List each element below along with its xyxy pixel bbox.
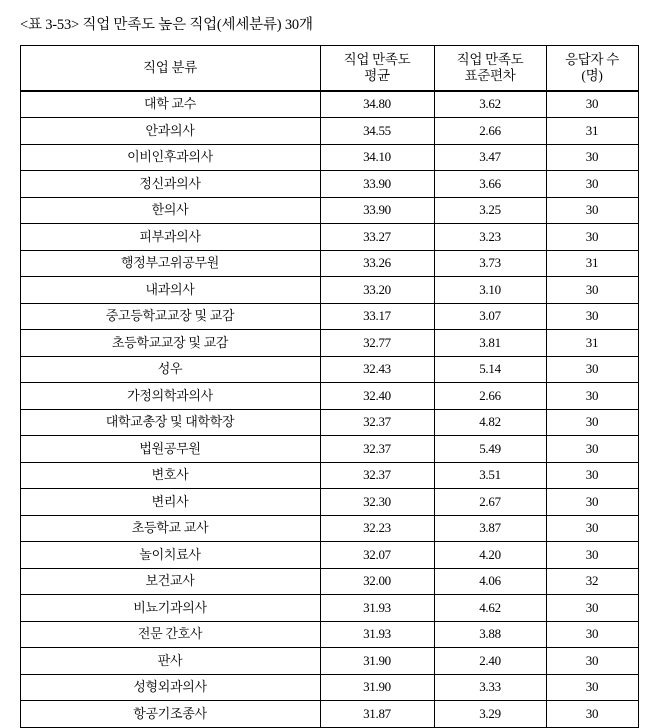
cell-n: 30 <box>546 701 638 728</box>
table-row <box>20 383 638 410</box>
table-body <box>20 91 638 728</box>
column-header-respondents <box>546 45 638 91</box>
cell-sd: 3.87 <box>434 515 546 542</box>
table-row <box>20 568 638 595</box>
cell-sd: 3.73 <box>434 250 546 277</box>
cell-job: 보건교사 <box>20 568 320 595</box>
cell-sd: 3.51 <box>434 462 546 489</box>
cell-sd: 3.10 <box>434 277 546 304</box>
column-header-job-category <box>20 45 320 91</box>
cell-n: 30 <box>546 383 638 410</box>
cell-sd: 4.82 <box>434 409 546 436</box>
cell-sd: 2.67 <box>434 489 546 516</box>
cell-mean: 32.37 <box>320 462 434 489</box>
column-header-sd-line1: 직업 만족도 <box>456 52 524 68</box>
cell-mean: 34.10 <box>320 144 434 171</box>
cell-n: 30 <box>546 197 638 224</box>
cell-n: 30 <box>546 356 638 383</box>
cell-n: 30 <box>546 436 638 463</box>
cell-sd: 5.14 <box>434 356 546 383</box>
table-caption: <표 3-53> 직업 만족도 높은 직업(세세분류) 30개 <box>20 17 313 33</box>
cell-mean: 32.37 <box>320 436 434 463</box>
cell-mean: 34.80 <box>320 91 434 118</box>
column-header-sd-line2: 표준편차 <box>464 67 516 83</box>
cell-job: 전문 간호사 <box>20 621 320 648</box>
cell-job: 대학 교수 <box>20 91 320 118</box>
cell-job: 이비인후과의사 <box>20 144 320 171</box>
cell-job: 내과의사 <box>20 277 320 304</box>
cell-job: 초등학교교장 및 교감 <box>20 330 320 357</box>
cell-n: 30 <box>546 674 638 701</box>
table-row <box>20 436 638 463</box>
cell-job: 비뇨기과의사 <box>20 595 320 622</box>
cell-job: 성우 <box>20 356 320 383</box>
table-row <box>20 674 638 701</box>
table-row <box>20 197 638 224</box>
cell-mean: 32.43 <box>320 356 434 383</box>
table-row <box>20 250 638 277</box>
cell-mean: 33.90 <box>320 197 434 224</box>
cell-mean: 33.20 <box>320 277 434 304</box>
cell-job: 변리사 <box>20 489 320 516</box>
cell-sd: 3.23 <box>434 224 546 251</box>
cell-mean: 32.77 <box>320 330 434 357</box>
cell-mean: 32.37 <box>320 409 434 436</box>
cell-job: 중고등학교교장 및 교감 <box>20 303 320 330</box>
cell-job: 피부과의사 <box>20 224 320 251</box>
cell-mean: 32.07 <box>320 542 434 569</box>
column-header-job-category-line1: 직업 분류 <box>142 60 198 76</box>
cell-sd: 4.06 <box>434 568 546 595</box>
cell-job: 정신과의사 <box>20 171 320 198</box>
cell-mean: 32.40 <box>320 383 434 410</box>
column-header-mean-line2: 평균 <box>364 67 390 83</box>
table-row <box>20 701 638 728</box>
cell-job: 법원공무원 <box>20 436 320 463</box>
cell-job: 대학교총장 및 대학학장 <box>20 409 320 436</box>
cell-mean: 32.00 <box>320 568 434 595</box>
table-row <box>20 171 638 198</box>
cell-n: 30 <box>546 648 638 675</box>
cell-sd: 3.33 <box>434 674 546 701</box>
cell-n: 30 <box>546 489 638 516</box>
cell-sd: 3.25 <box>434 197 546 224</box>
cell-sd: 4.62 <box>434 595 546 622</box>
cell-sd: 3.62 <box>434 91 546 118</box>
table-row <box>20 648 638 675</box>
cell-mean: 32.23 <box>320 515 434 542</box>
cell-job: 안과의사 <box>20 118 320 145</box>
cell-n: 30 <box>546 409 638 436</box>
cell-mean: 31.90 <box>320 648 434 675</box>
job-satisfaction-table <box>20 45 639 728</box>
cell-mean: 31.87 <box>320 701 434 728</box>
table-row <box>20 303 638 330</box>
cell-sd: 3.66 <box>434 171 546 198</box>
cell-job: 놀이치료사 <box>20 542 320 569</box>
cell-n: 30 <box>546 595 638 622</box>
cell-job: 가정의학과의사 <box>20 383 320 410</box>
table-header <box>20 45 638 91</box>
cell-n: 30 <box>546 171 638 198</box>
column-header-respondents-line1: 응답자 수 <box>564 52 620 68</box>
cell-n: 32 <box>546 568 638 595</box>
table-row <box>20 409 638 436</box>
cell-mean: 33.90 <box>320 171 434 198</box>
table-row <box>20 91 638 118</box>
cell-job: 초등학교 교사 <box>20 515 320 542</box>
cell-n: 31 <box>546 250 638 277</box>
column-header-mean <box>320 45 434 91</box>
table-row <box>20 462 638 489</box>
cell-sd: 2.40 <box>434 648 546 675</box>
cell-sd: 3.29 <box>434 701 546 728</box>
cell-mean: 33.27 <box>320 224 434 251</box>
column-header-sd <box>434 45 546 91</box>
table-row <box>20 144 638 171</box>
table-row <box>20 621 638 648</box>
table-row <box>20 515 638 542</box>
cell-mean: 31.90 <box>320 674 434 701</box>
cell-n: 30 <box>546 621 638 648</box>
cell-n: 30 <box>546 462 638 489</box>
table-header-row <box>20 45 638 91</box>
cell-mean: 31.93 <box>320 621 434 648</box>
table-row <box>20 595 638 622</box>
cell-sd: 5.49 <box>434 436 546 463</box>
cell-n: 30 <box>546 144 638 171</box>
cell-mean: 31.93 <box>320 595 434 622</box>
cell-n: 30 <box>546 91 638 118</box>
cell-sd: 3.88 <box>434 621 546 648</box>
cell-job: 판사 <box>20 648 320 675</box>
cell-n: 30 <box>546 542 638 569</box>
cell-job: 한의사 <box>20 197 320 224</box>
column-header-mean-line1: 직업 만족도 <box>343 52 411 68</box>
table-row <box>20 489 638 516</box>
table-row <box>20 118 638 145</box>
cell-n: 30 <box>546 303 638 330</box>
column-header-respondents-line2: (명) <box>581 67 603 83</box>
table-row <box>20 542 638 569</box>
cell-mean: 33.17 <box>320 303 434 330</box>
cell-sd: 4.20 <box>434 542 546 569</box>
cell-sd: 2.66 <box>434 118 546 145</box>
cell-n: 31 <box>546 330 638 357</box>
table-row <box>20 224 638 251</box>
cell-n: 31 <box>546 118 638 145</box>
cell-mean: 33.26 <box>320 250 434 277</box>
cell-n: 30 <box>546 515 638 542</box>
cell-sd: 3.47 <box>434 144 546 171</box>
cell-mean: 32.30 <box>320 489 434 516</box>
table-row <box>20 277 638 304</box>
cell-job: 변호사 <box>20 462 320 489</box>
cell-job: 행정부고위공무원 <box>20 250 320 277</box>
cell-job: 성형외과의사 <box>20 674 320 701</box>
table-row <box>20 330 638 357</box>
cell-sd: 2.66 <box>434 383 546 410</box>
cell-sd: 3.81 <box>434 330 546 357</box>
cell-sd: 3.07 <box>434 303 546 330</box>
cell-mean: 34.55 <box>320 118 434 145</box>
cell-n: 30 <box>546 277 638 304</box>
cell-n: 30 <box>546 224 638 251</box>
table-row <box>20 356 638 383</box>
cell-job: 항공기조종사 <box>20 701 320 728</box>
